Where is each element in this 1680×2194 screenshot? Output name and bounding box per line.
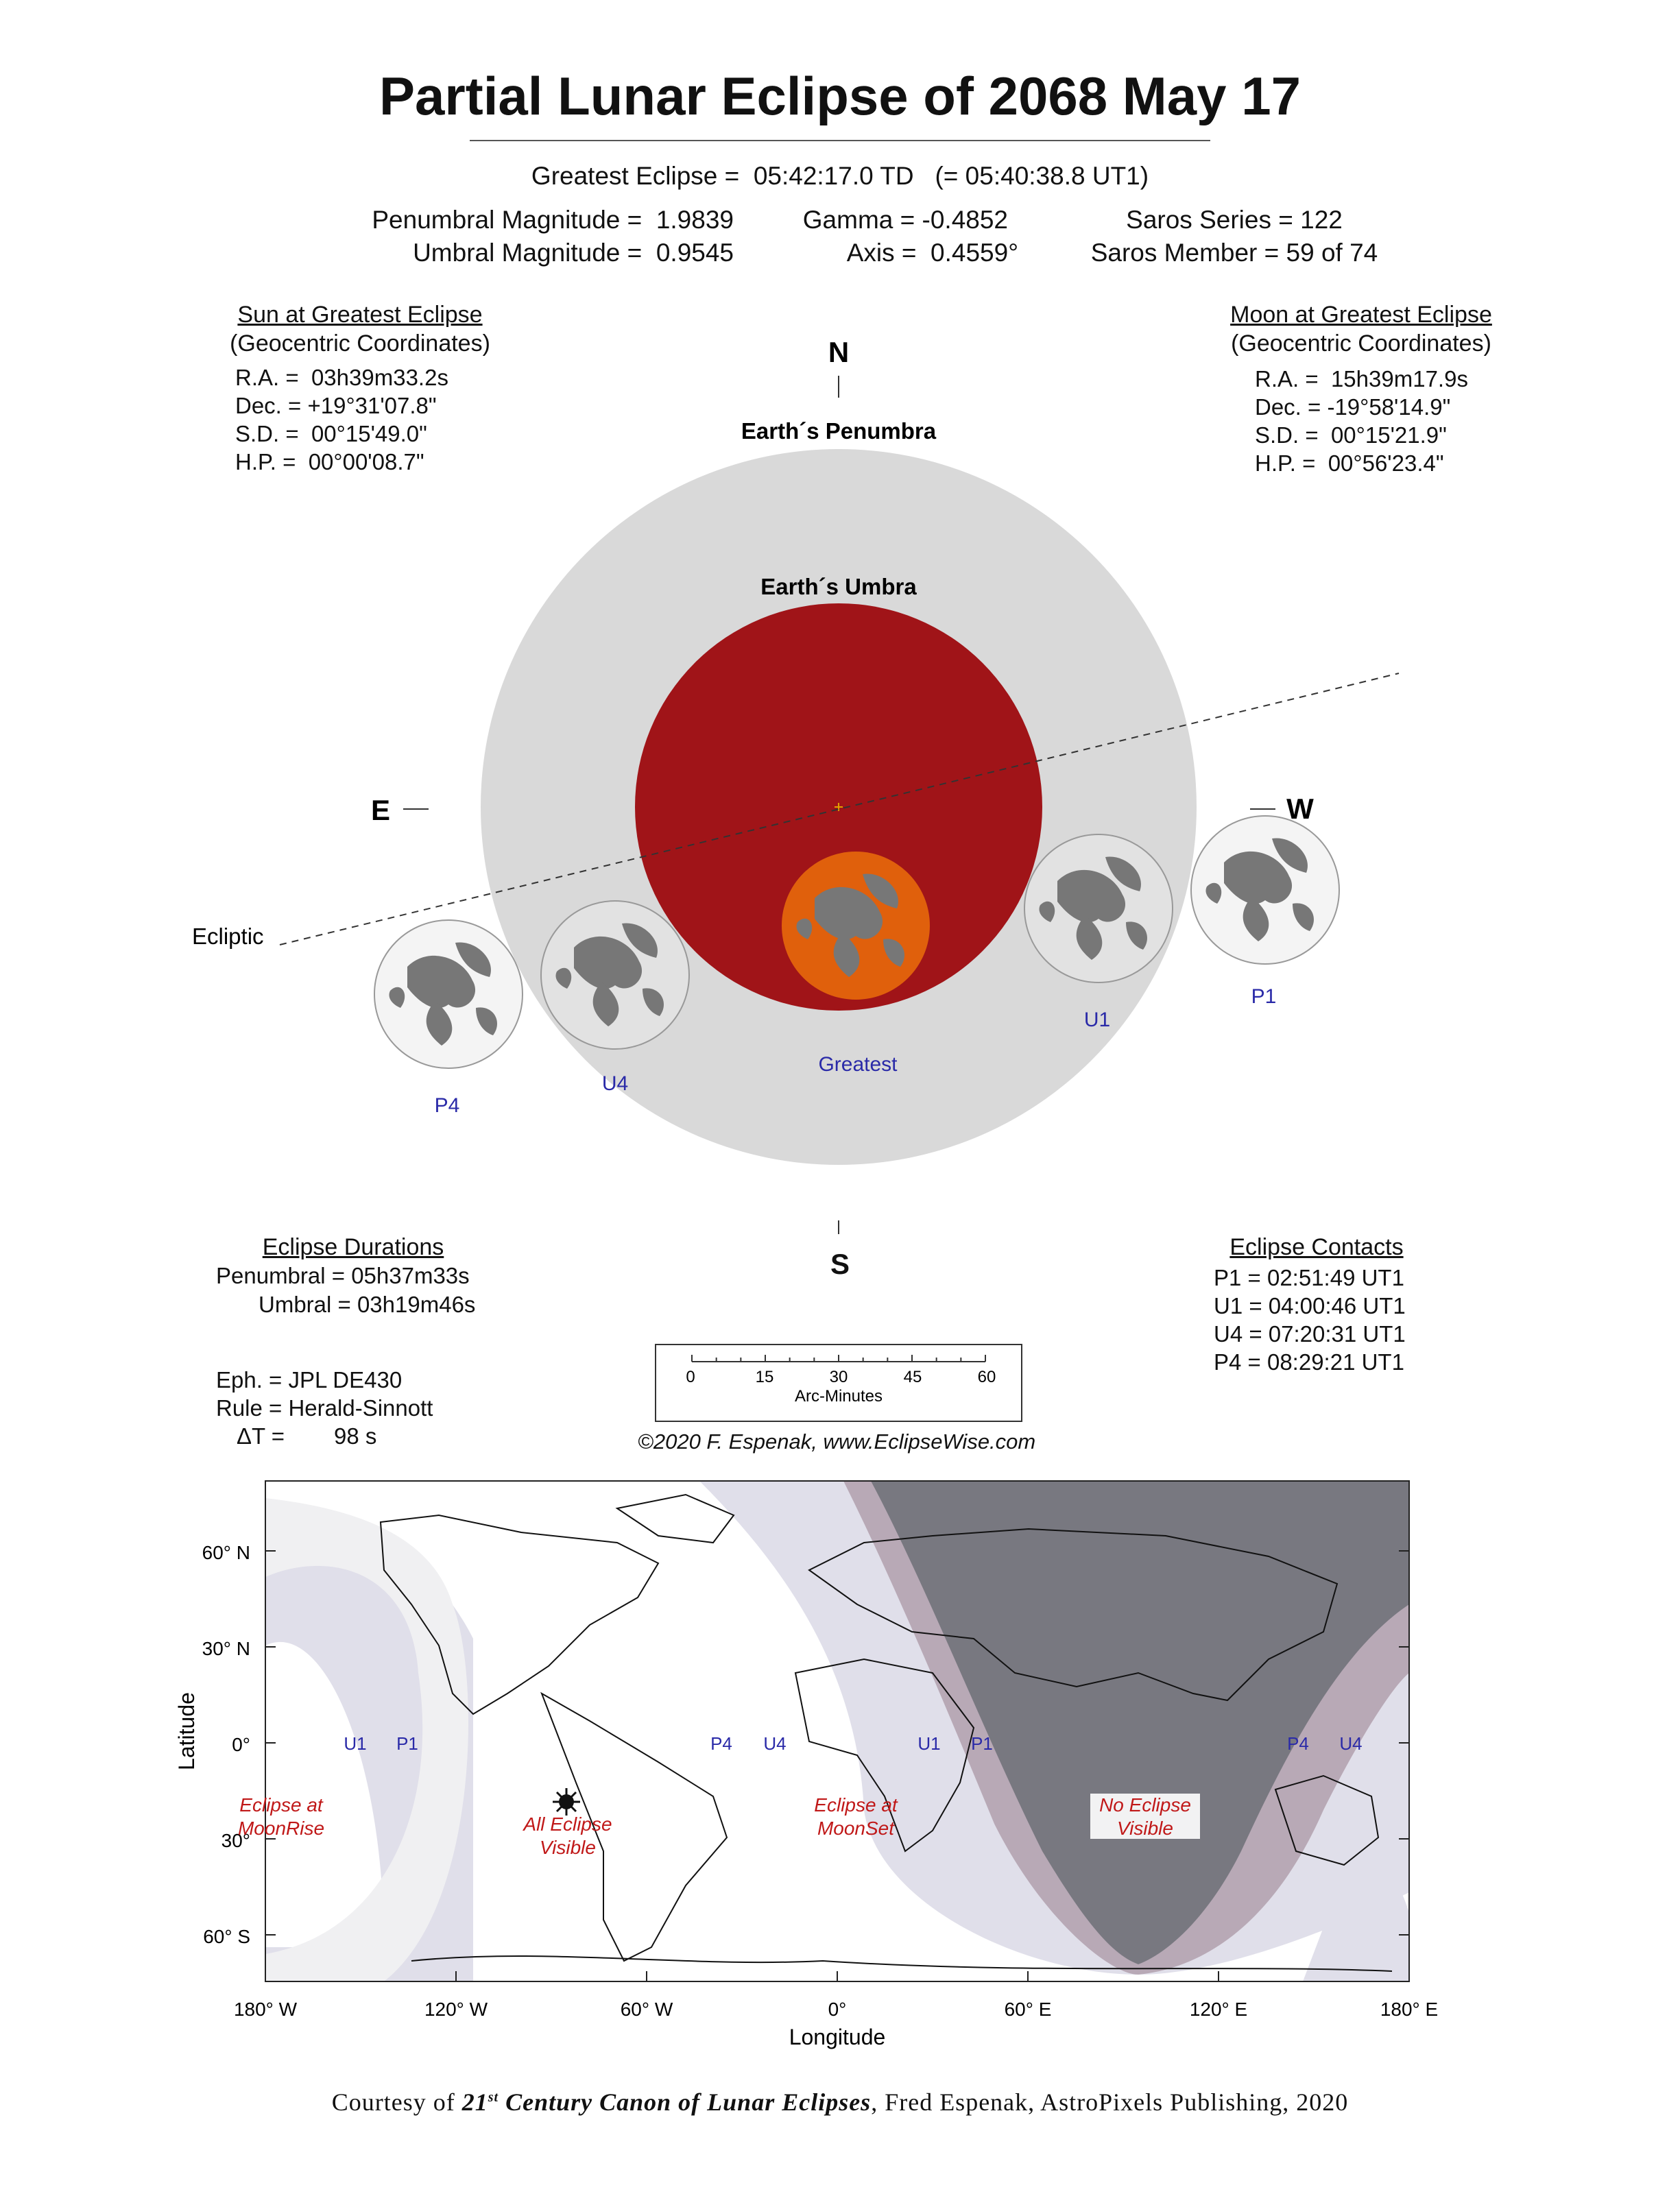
axis-value: Axis = 0.4559° — [846, 239, 1018, 267]
map-u4-west: U4 — [763, 1733, 787, 1754]
map-p1-west: P1 — [396, 1733, 418, 1754]
south-label: S — [830, 1248, 850, 1280]
label-greatest: Greatest — [818, 1053, 898, 1076]
region-moonrise-2: MoonRise — [237, 1818, 325, 1839]
footer-courtesy: Courtesy of — [331, 2088, 462, 2116]
penumbral-magnitude: Penumbral Magnitude = 1.9839 — [372, 206, 734, 234]
contact-u1: U1 = 04:00:46 UT1 — [1214, 1293, 1406, 1318]
label-p1: P1 — [1251, 985, 1277, 1008]
footer-canon-sup: st — [488, 2090, 499, 2105]
scale-tick-30: 30 — [829, 1368, 848, 1386]
moon-ra: R.A. = 15h39m17.9s — [1255, 366, 1468, 391]
sun-hp: H.P. = 00°00'08.7" — [235, 449, 424, 474]
penumbra-label: Earth´s Penumbra — [741, 418, 937, 444]
moon-dec: Dec. = -19°58'14.9" — [1255, 394, 1451, 420]
west-label: W — [1286, 793, 1314, 825]
scale-tick-45: 45 — [903, 1368, 922, 1386]
moon-heading: Moon at Greatest Eclipse — [1230, 302, 1492, 328]
moon-p1 — [1191, 816, 1339, 964]
lat-60n: 60° N — [202, 1542, 250, 1563]
map-p4-east: P4 — [1287, 1733, 1309, 1754]
map-u1-west: U1 — [344, 1733, 367, 1754]
copyright: ©2020 F. Espenak, www.EclipseWise.com — [638, 1430, 1036, 1454]
ephemeris: Eph. = JPL DE430 — [216, 1367, 403, 1393]
region-moonrise-1: Eclipse at — [239, 1794, 323, 1816]
region-none-1: No Eclipse — [1099, 1794, 1191, 1816]
sun-ra: R.A. = 03h39m33.2s — [235, 365, 448, 390]
region-all-2: Visible — [540, 1837, 596, 1858]
scale-label: Arc-Minutes — [794, 1387, 883, 1406]
map-u1-east: U1 — [917, 1733, 941, 1754]
moon-greatest — [782, 852, 930, 1000]
lat-30n: 30° N — [202, 1638, 250, 1659]
duration-penumbral: Penumbral = 05h37m33s — [216, 1263, 470, 1288]
duration-umbral: Umbral = 03h19m46s — [259, 1292, 476, 1317]
lon-120w: 120° W — [424, 1999, 488, 2020]
moon-u4 — [541, 901, 689, 1049]
footer-rest: , Fred Espenak, AstroPixels Publishing, 2020 — [871, 2088, 1349, 2116]
label-u1: U1 — [1083, 1009, 1111, 1031]
map-u4-east: U4 — [1339, 1733, 1363, 1754]
sun-dec: Dec. = +19°31'07.8" — [235, 393, 437, 418]
moon-hp: H.P. = 00°56'23.4" — [1255, 450, 1444, 476]
contacts-heading: Eclipse Contacts — [1229, 1234, 1404, 1260]
lat-0: 0° — [232, 1734, 250, 1755]
umbra-label: Earth´s Umbra — [760, 574, 917, 599]
contact-p1: P1 = 02:51:49 UT1 — [1214, 1265, 1404, 1290]
lon-180e: 180° E — [1380, 1999, 1439, 2020]
label-p4: P4 — [434, 1094, 460, 1117]
lon-120e: 120° E — [1189, 1999, 1248, 2020]
map-p1-east: P1 — [971, 1733, 993, 1754]
scale-tick-15: 15 — [755, 1368, 774, 1386]
footer-canon-title: Century Canon of Lunar Eclipses — [499, 2088, 872, 2116]
moon-subheading: (Geocentric Coordinates) — [1231, 330, 1491, 357]
lon-180w: 180° W — [233, 1999, 298, 2020]
lon-60w: 60° W — [620, 1999, 673, 2020]
visibility-map — [0, 1467, 1680, 2071]
lon-60e: 60° E — [1004, 1999, 1052, 2020]
region-moonset-2: MoonSet — [817, 1818, 895, 1839]
region-all-1: All Eclipse — [523, 1813, 612, 1835]
sun-heading: Sun at Greatest Eclipse — [237, 302, 483, 328]
contact-u4: U4 = 07:20:31 UT1 — [1214, 1321, 1406, 1347]
region-none-2: Visible — [1117, 1818, 1173, 1839]
footer-credit — [0, 2088, 1680, 2117]
lat-30s: 30° — [221, 1830, 250, 1851]
rule: Rule = Herald-Sinnott — [216, 1395, 433, 1421]
sun-subheading: (Geocentric Coordinates) — [230, 330, 490, 357]
lon-0: 0° — [828, 1999, 847, 2020]
footer-canon-number: 21 — [461, 2088, 488, 2116]
delta-t-value: 98 s — [334, 1423, 377, 1449]
sublunar-point-icon — [553, 1788, 580, 1816]
sun-sd: S.D. = 00°15'49.0" — [235, 421, 427, 446]
moon-u1 — [1024, 834, 1173, 983]
delta-t-label: ΔT = — [237, 1423, 285, 1449]
greatest-eclipse-time: Greatest Eclipse = 05:42:17.0 TD (= 05:40:38.8 UT1) — [531, 162, 1149, 190]
umbral-magnitude: Umbral Magnitude = 0.9545 — [413, 239, 734, 267]
scale-box — [655, 1344, 1022, 1422]
saros-member: Saros Member = 59 of 74 — [1090, 239, 1378, 267]
map-p4-west: P4 — [710, 1733, 732, 1754]
map-xlabel: Longitude — [789, 2025, 886, 2049]
lat-60s: 60° S — [203, 1926, 250, 1947]
gamma-value: Gamma = -0.4852 — [802, 206, 1008, 234]
east-label: E — [370, 794, 391, 826]
ecliptic-label: Ecliptic — [192, 924, 264, 949]
page-title: Partial Lunar Eclipse of 2068 May 17 — [379, 66, 1301, 126]
region-moonset-1: Eclipse at — [814, 1794, 898, 1816]
scale-tick-60: 60 — [977, 1368, 996, 1386]
saros-series: Saros Series = 122 — [1126, 206, 1343, 234]
north-label: N — [828, 336, 850, 368]
scale-bar — [656, 1345, 1021, 1421]
scale-tick-0: 0 — [686, 1368, 695, 1386]
moon-p4 — [374, 920, 523, 1068]
map-ylabel: Latitude — [174, 1692, 199, 1770]
durations-heading: Eclipse Durations — [262, 1234, 444, 1260]
moon-sd: S.D. = 00°15'21.9" — [1255, 422, 1447, 448]
contact-p4: P4 = 08:29:21 UT1 — [1214, 1349, 1404, 1375]
label-u4: U4 — [601, 1072, 629, 1095]
